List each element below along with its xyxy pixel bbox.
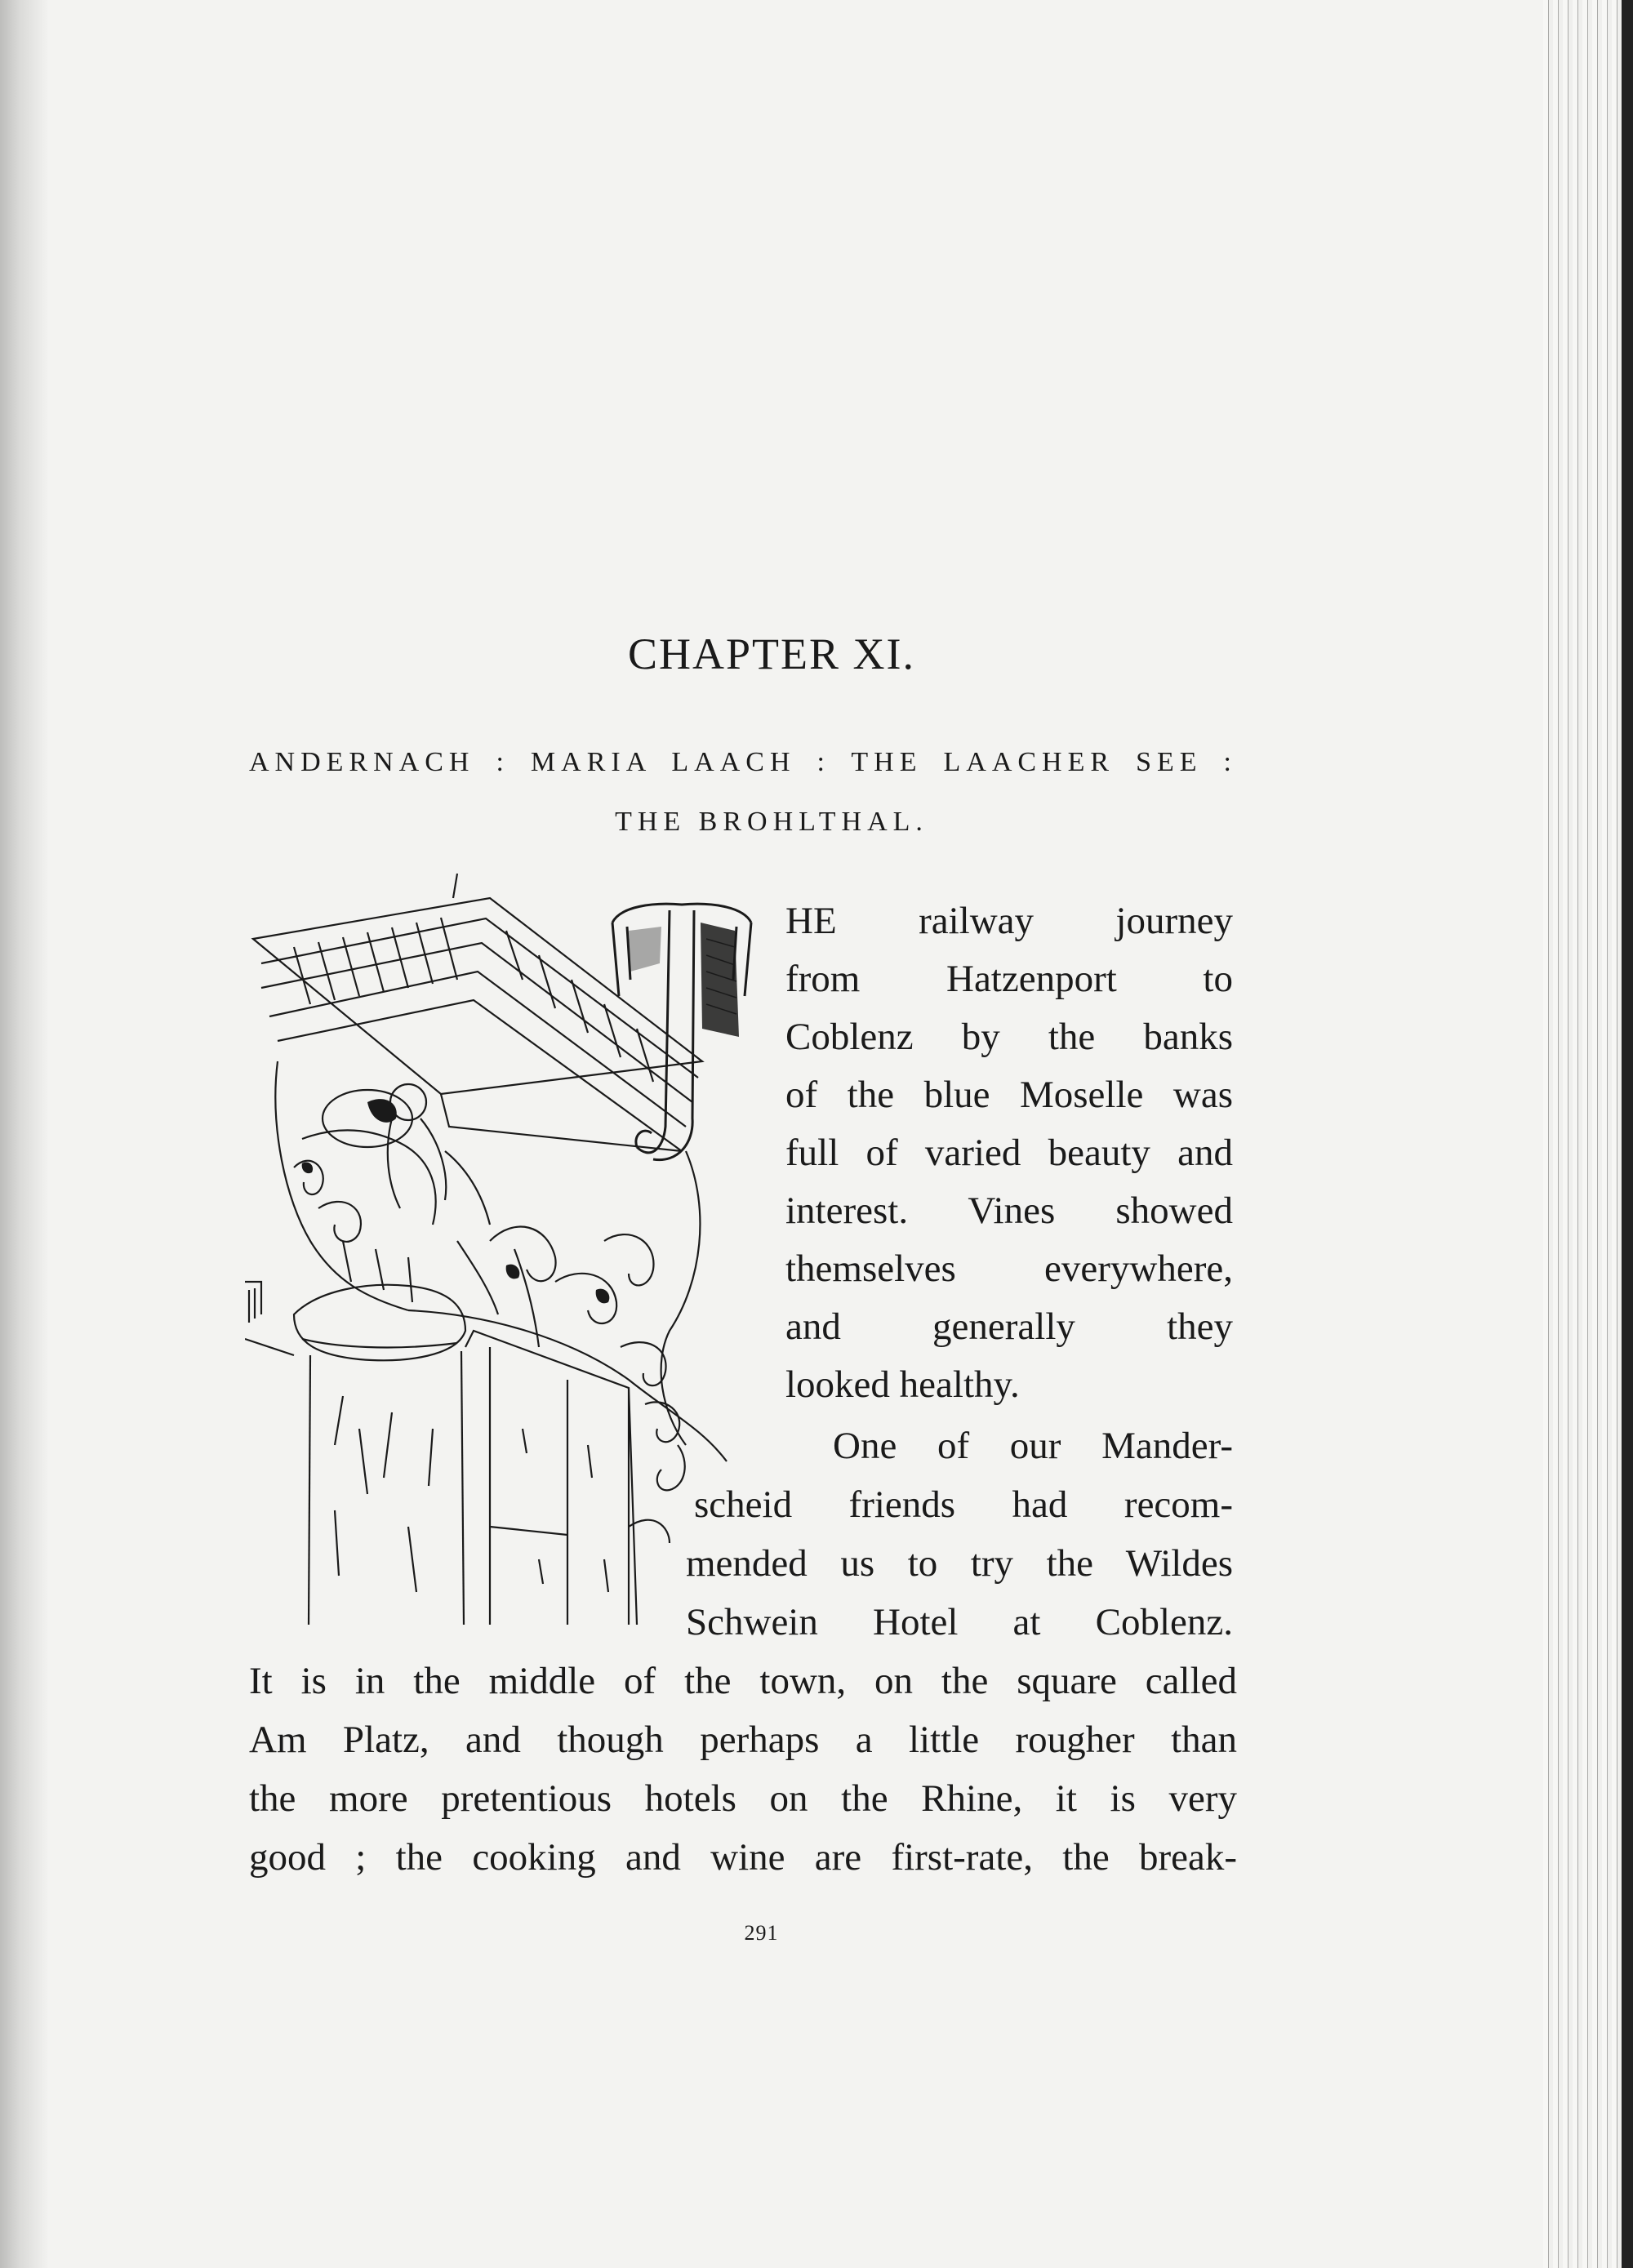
text-line-11: scheid friends had recom- xyxy=(694,1483,1233,1526)
text-line-2: from Hatzenport to xyxy=(785,958,1233,1000)
page-number: 291 xyxy=(744,1921,779,1945)
text-line-8: and generally they xyxy=(785,1305,1233,1348)
text-line-10: One of our Mander- xyxy=(833,1425,1233,1467)
text-line-7: themselves everywhere, xyxy=(785,1247,1233,1290)
text-line-9: looked healthy. xyxy=(785,1363,1020,1406)
text-line-1: HE railway journey xyxy=(785,900,1233,942)
text-line-4: of the blue Moselle was xyxy=(785,1074,1233,1116)
text-line-15: Am Platz, and though perhaps a little rougher than xyxy=(249,1719,1237,1761)
page-edges xyxy=(1543,0,1633,2268)
chapter-title: CHAPTER XI. xyxy=(627,629,915,678)
text-line-12: mended us to try the Wildes xyxy=(686,1542,1233,1585)
chapter-subtitle-line-1: ANDERNACH : MARIA LAACH : THE LAACHER SEE : xyxy=(249,747,1237,777)
text-line-13: Schwein Hotel at Coblenz. xyxy=(686,1601,1233,1643)
drop-cap-letter-t xyxy=(604,890,759,1167)
text-line-5: full of varied beauty and xyxy=(785,1132,1233,1174)
text-line-14: It is in the middle of the town, on the square called xyxy=(249,1660,1237,1702)
text-line-6: interest. Vines showed xyxy=(785,1190,1233,1232)
text-line-16: the more pretentious hotels on the Rhine, it is very xyxy=(249,1777,1237,1820)
chapter-subtitle-line-2: THE BROHLTHAL. xyxy=(615,807,928,837)
page-edge-border xyxy=(1622,0,1633,2268)
text-line-3: Coblenz by the banks xyxy=(785,1016,1233,1058)
text-line-17: good ; the cooking and wine are first-rate, the break- xyxy=(249,1836,1237,1879)
